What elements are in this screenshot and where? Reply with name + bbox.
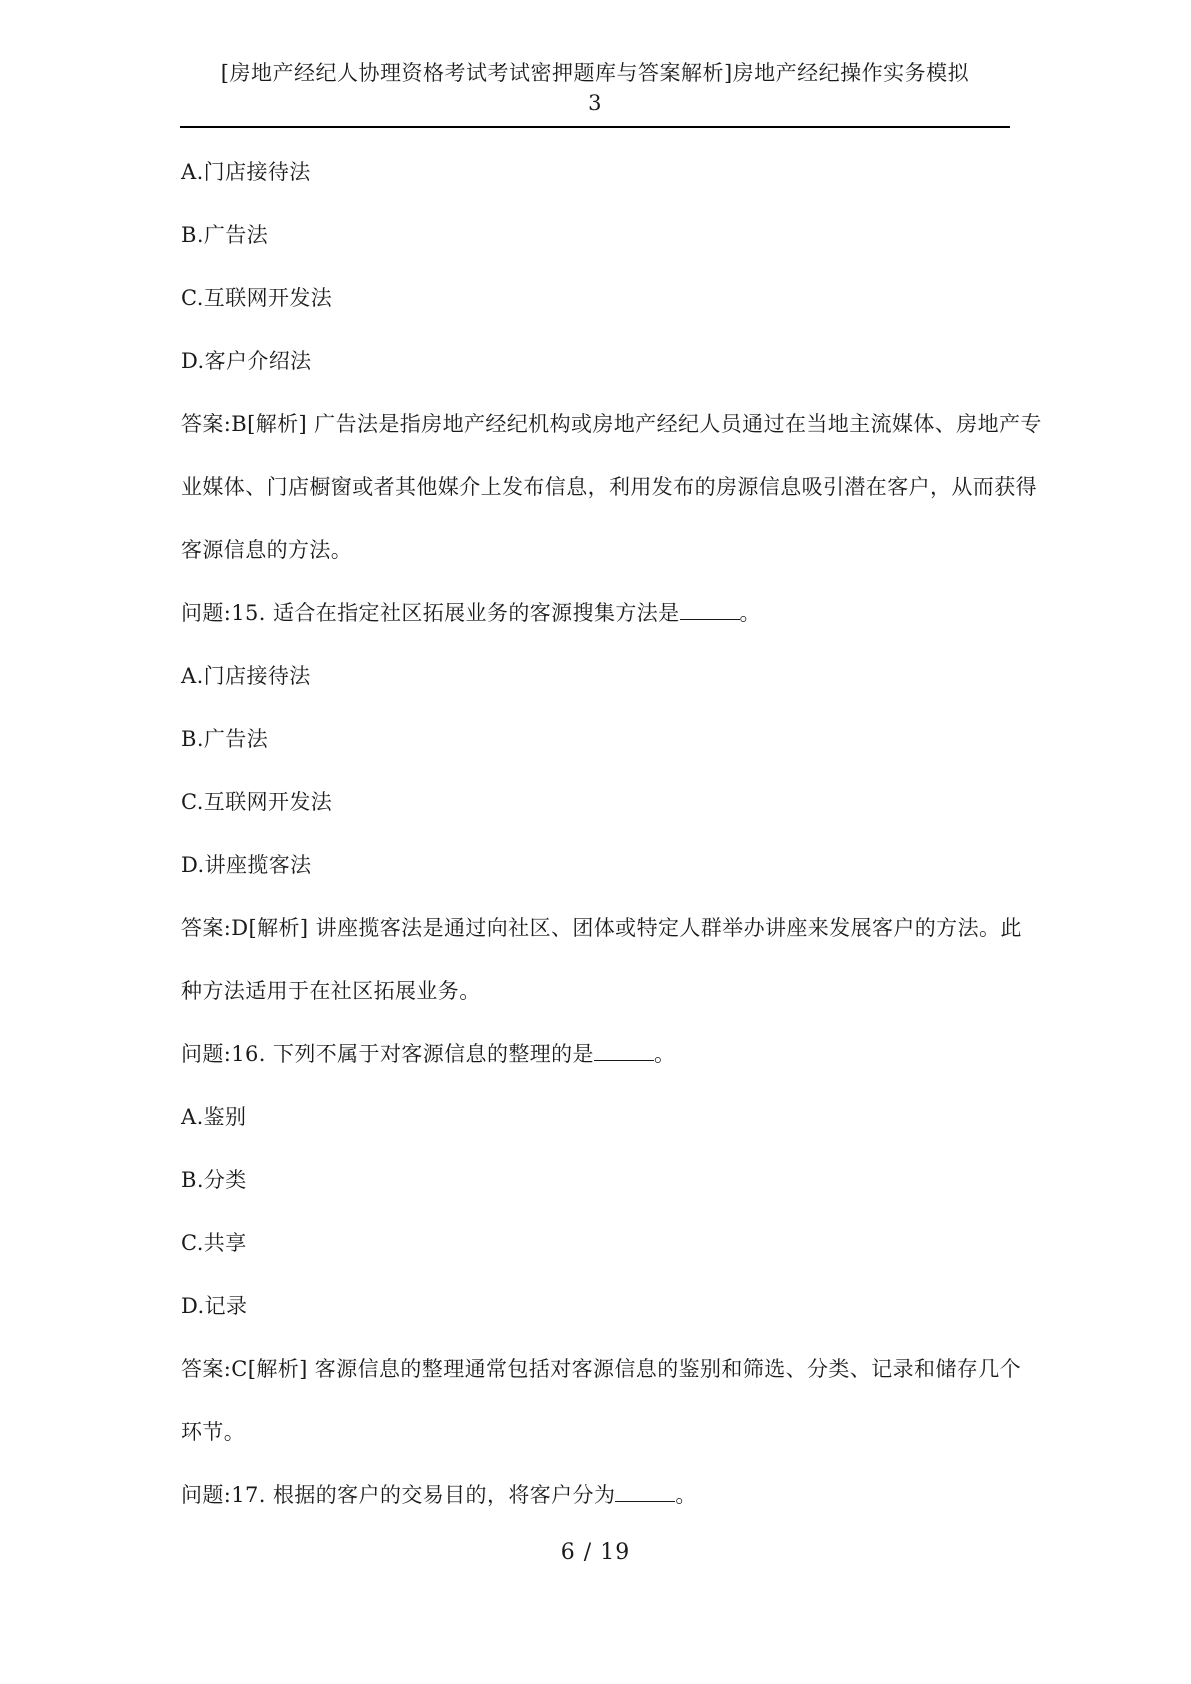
header-divider	[180, 126, 1010, 128]
text-line	[181, 532, 1013, 595]
line-text: B.广告法	[181, 223, 269, 247]
line-text: D.讲座揽客法	[181, 853, 312, 877]
line-text: 答案:B[解析] 广告法是指房地产经纪机构或房地产经纪人员通过在当地主流媒体、房地产专	[181, 412, 1042, 436]
page-header	[180, 58, 1010, 118]
text-line	[181, 1414, 1013, 1477]
text-line	[181, 469, 1037, 532]
text-line	[181, 343, 1013, 406]
answer-blank	[680, 597, 740, 620]
text-line	[181, 721, 1013, 784]
line-text: 问题:17. 根据的客户的交易目的，将客户分为	[181, 1483, 616, 1507]
line-text: B.分类	[181, 1168, 247, 1192]
text-line	[181, 847, 1013, 910]
text-line	[181, 1225, 1013, 1288]
line-suffix: 。	[739, 601, 761, 625]
text-line	[181, 406, 1042, 469]
text-line	[181, 1288, 1013, 1351]
text-line	[181, 595, 1013, 658]
line-text: 环节。	[181, 1420, 246, 1444]
line-text: 问题:15. 适合在指定社区拓展业务的客源搜集方法是	[181, 601, 680, 625]
line-text: D.记录	[181, 1294, 248, 1318]
text-line	[181, 1036, 1013, 1099]
text-line	[181, 658, 1013, 721]
page-number: 6 / 19	[560, 1540, 631, 1565]
line-text: 种方法适用于在社区拓展业务。	[181, 979, 481, 1003]
text-line	[181, 1477, 1013, 1540]
line-text: A.门店接待法	[181, 664, 311, 688]
answer-blank	[594, 1038, 654, 1061]
text-line	[181, 973, 1013, 1036]
line-text: 业媒体、门店橱窗或者其他媒介上发布信息，利用发布的房源信息吸引潜在客户，从而获得	[181, 475, 1037, 499]
text-line	[181, 1099, 1013, 1162]
line-text: 答案:D[解析] 讲座揽客法是通过向社区、团体或特定人群举办讲座来发展客户的方法。此	[181, 916, 1022, 940]
text-line	[181, 217, 1013, 280]
text-line	[181, 154, 1013, 217]
line-text: 问题:16. 下列不属于对客源信息的整理的是	[181, 1042, 594, 1066]
answer-blank	[615, 1479, 675, 1502]
line-text: C.共享	[181, 1231, 247, 1255]
text-line	[181, 1351, 1022, 1414]
text-line	[181, 1162, 1013, 1225]
text-line	[181, 280, 1013, 343]
line-suffix: 。	[675, 1483, 697, 1507]
line-text: 答案:C[解析] 客源信息的整理通常包括对客源信息的鉴别和筛选、分类、记录和储存几个	[181, 1357, 1022, 1381]
line-suffix: 。	[653, 1042, 676, 1066]
line-text: D.客户介绍法	[181, 349, 312, 373]
header-title-line1: [房地产经纪人协理资格考试考试密押题库与答案解析]房地产经纪操作实务模拟	[220, 61, 970, 85]
line-text: B.广告法	[181, 727, 269, 751]
text-line	[181, 910, 1022, 973]
page-content	[181, 154, 1042, 1540]
text-line	[181, 784, 1013, 847]
line-text: C.互联网开发法	[181, 790, 333, 814]
line-text: 客源信息的方法。	[181, 538, 353, 562]
line-text: C.互联网开发法	[181, 286, 333, 310]
line-text: A.门店接待法	[181, 160, 311, 184]
header-title-line2: 3	[588, 91, 602, 115]
line-text: A.鉴别	[181, 1105, 247, 1129]
